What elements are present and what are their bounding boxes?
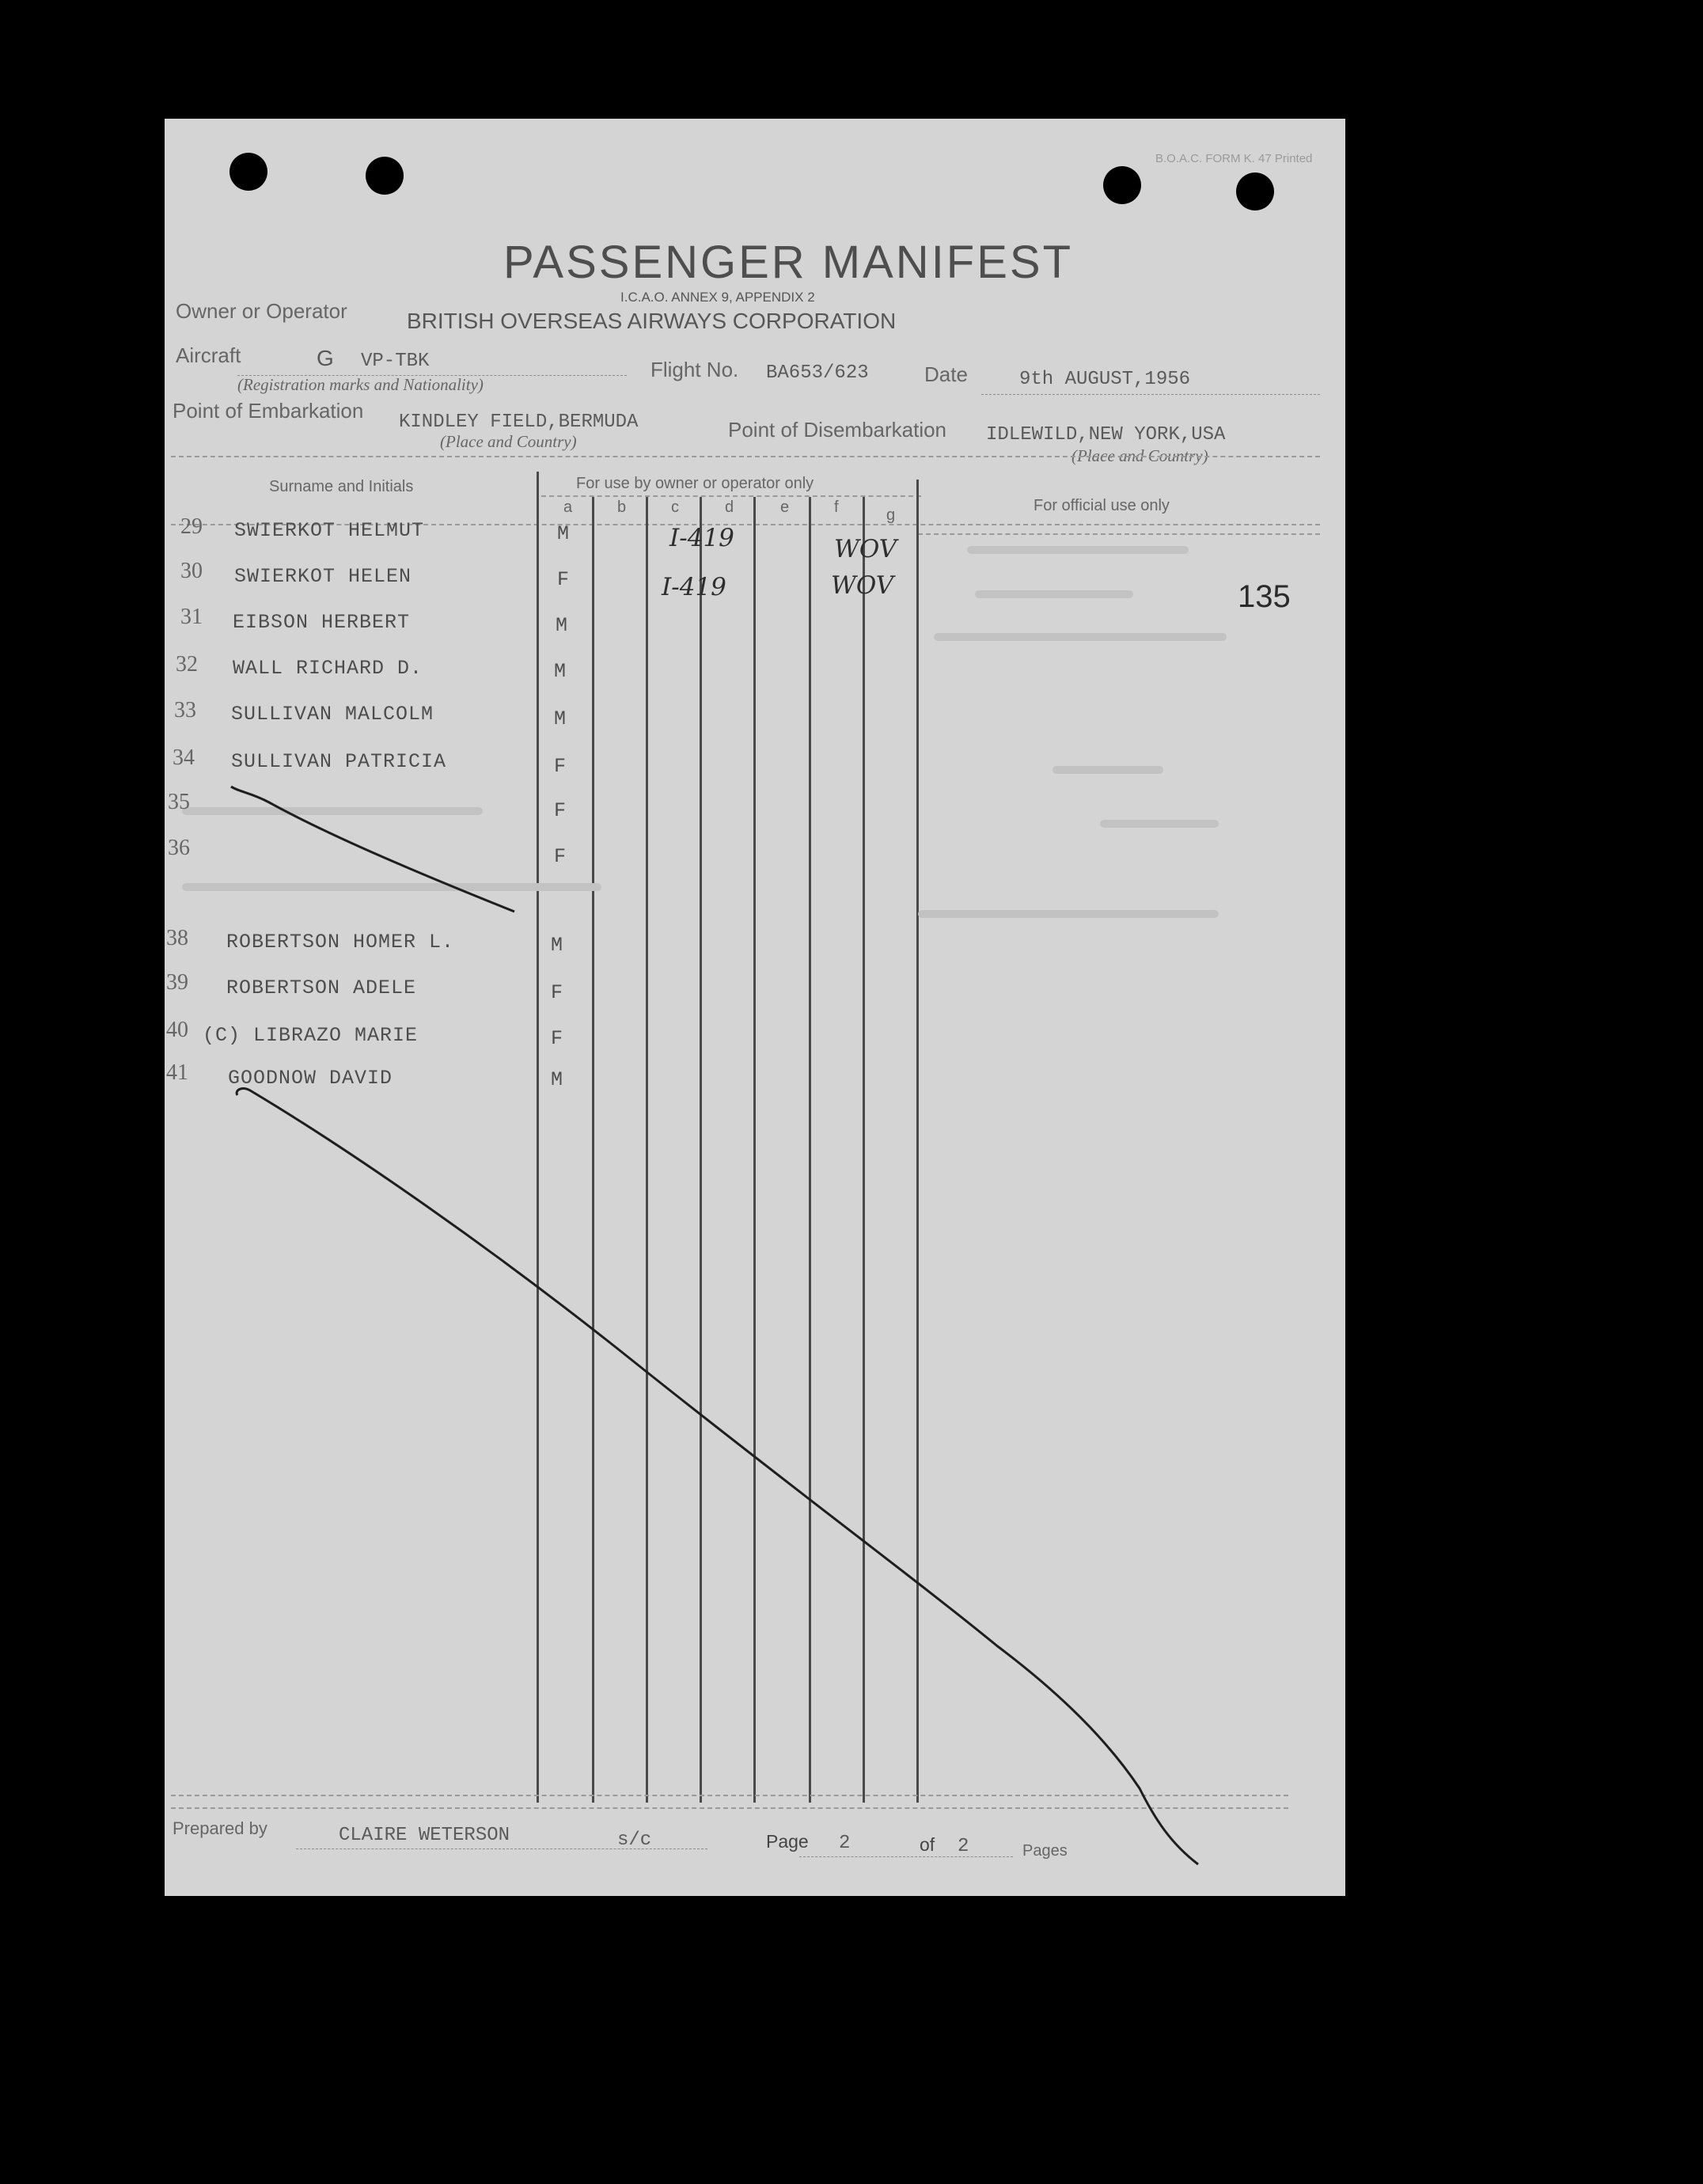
passenger-sex: F xyxy=(557,568,570,591)
passenger-name: SULLIVAN MALCOLM xyxy=(231,703,434,726)
passenger-name: (C) LIBRAZO MARIE xyxy=(203,1024,419,1047)
aircraft-prefix: G xyxy=(317,346,334,370)
row-number: 38 xyxy=(166,926,188,950)
passenger-sex: F xyxy=(554,755,567,778)
aircraft-note: (Registration marks and Nationality) xyxy=(237,375,484,394)
row-number: 30 xyxy=(180,559,203,583)
pages-label: Pages xyxy=(1022,1842,1068,1860)
row-number: 39 xyxy=(166,970,188,995)
passenger-name: ROBERTSON ADELE xyxy=(226,976,417,999)
passenger-name: SWIERKOT HELEN xyxy=(234,565,412,588)
page-value: 2 xyxy=(839,1833,851,1854)
prepared-value: CLAIRE WETERSON xyxy=(339,1825,510,1846)
row-number: 35 xyxy=(168,790,190,814)
date-label: Date xyxy=(924,362,968,386)
column-c-header: c xyxy=(671,499,679,516)
aircraft-registration: VP-TBK xyxy=(361,351,430,372)
strike-line-short xyxy=(231,787,514,912)
of-label: of xyxy=(920,1834,935,1855)
passenger-sex: F xyxy=(551,1027,563,1050)
column-b-header: b xyxy=(617,499,627,516)
flight-date: 9th AUGUST,1956 xyxy=(1019,369,1191,390)
handwritten-ref: I-419 xyxy=(669,524,734,552)
row-number: 36 xyxy=(168,836,190,860)
row-number: 34 xyxy=(173,745,195,770)
disembarkation-value: IDLEWILD,NEW YORK,USA xyxy=(986,424,1226,446)
page-mark: 135 xyxy=(1238,579,1291,614)
passenger-sex: M xyxy=(551,934,563,957)
embarkation-label: Point of Embarkation xyxy=(173,399,364,423)
page-title: PASSENGER MANIFEST xyxy=(503,237,1074,288)
form-stamp: B.O.A.C. FORM K. 47 Printed xyxy=(1155,152,1313,165)
operator-label: Owner or Operator xyxy=(176,299,347,323)
operator-column-header: For use by owner or operator only xyxy=(576,475,814,492)
column-e-header: e xyxy=(780,499,790,516)
passenger-name: SULLIVAN PATRICIA xyxy=(231,750,447,773)
name-column-header: Surname and Initials xyxy=(269,478,414,495)
disembarkation-label: Point of Disembarkation xyxy=(728,418,947,442)
passenger-sex: F xyxy=(554,799,567,822)
passenger-name: WALL RICHARD D. xyxy=(233,657,423,680)
strike-line-long xyxy=(237,1089,1198,1864)
passenger-name: EIBSON HERBERT xyxy=(233,611,411,634)
column-g-header: g xyxy=(886,506,896,524)
prepared-suffix: s/c xyxy=(617,1829,652,1851)
passenger-sex: M xyxy=(554,660,567,683)
passenger-sex: M xyxy=(556,614,568,637)
flight-number: BA653/623 xyxy=(766,362,869,384)
column-f-header: f xyxy=(834,499,839,516)
embarkation-value: KINDLEY FIELD,BERMUDA xyxy=(399,411,639,433)
handwritten-code: WOV xyxy=(834,535,897,563)
row-number: 32 xyxy=(176,652,198,677)
row-number: 29 xyxy=(180,514,203,539)
aircraft-label: Aircraft xyxy=(176,343,241,367)
page-subtitle: I.C.A.O. ANNEX 9, APPENDIX 2 xyxy=(620,290,815,305)
prepared-label: Prepared by xyxy=(173,1818,267,1838)
page-label: Page xyxy=(766,1831,809,1852)
passenger-sex: M xyxy=(554,707,567,730)
total-pages-value: 2 xyxy=(958,1836,969,1857)
disembarkation-note: (Place and Country) xyxy=(1071,446,1208,465)
passenger-name: SWIERKOT HELMUT xyxy=(234,519,425,542)
operator-value: BRITISH OVERSEAS AIRWAYS CORPORATION xyxy=(407,309,897,333)
row-number: 33 xyxy=(174,698,196,722)
handwritten-ref: I-419 xyxy=(662,573,726,601)
column-a-header: a xyxy=(563,499,573,516)
passenger-sex: F xyxy=(554,845,567,868)
flight-label: Flight No. xyxy=(650,358,739,381)
official-use-header: For official use only xyxy=(1034,497,1170,514)
column-d-header: d xyxy=(725,499,734,516)
passenger-name: ROBERTSON HOMER L. xyxy=(226,931,455,954)
passenger-sex: F xyxy=(551,981,563,1004)
passenger-sex: M xyxy=(557,522,570,545)
embarkation-note: (Place and Country) xyxy=(440,432,577,451)
handwritten-code: WOV xyxy=(831,571,894,600)
row-number: 40 xyxy=(166,1018,188,1042)
passenger-sex: M xyxy=(551,1068,563,1091)
row-number: 41 xyxy=(166,1060,188,1085)
row-number: 31 xyxy=(180,605,203,629)
passenger-name: GOODNOW DAVID xyxy=(228,1067,393,1090)
